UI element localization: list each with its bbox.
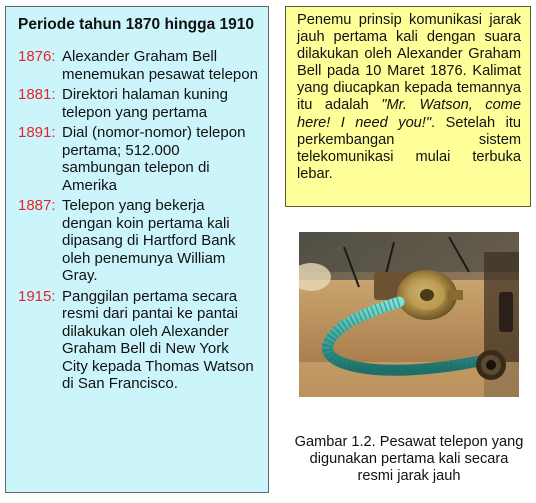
figure-caption: Gambar 1.2. Pesawat telepon yang digunakan pertama kali secara resmi jarak jauh (294, 434, 524, 484)
quote-text-quote: "Mr. Watson, come here! I need you!" (297, 97, 521, 131)
telephone-photo (299, 232, 519, 397)
quote-text-after: . Setelah itu perkembangan sistem telekomunikasi mulai terbuka lebar. (297, 114, 522, 182)
timeline-text: Panggilan pertama secara resmi dari pantai ke pantai dilakukan oleh Alexander Graham Bell di New York City kepada Thomas Watson di San Francisco. (62, 287, 254, 392)
timeline-text: Direktori halaman kuning telepon yang pertama (62, 86, 228, 121)
timeline-entry (18, 124, 258, 194)
quote-box (285, 6, 531, 207)
timeline-entry (18, 197, 258, 285)
timeline-year: 1881: (18, 86, 56, 103)
telephone-illustration (299, 232, 519, 397)
timeline-entry (18, 48, 258, 83)
timeline-title: Periode tahun 1870 hingga 1910 (18, 16, 255, 33)
timeline-entry (18, 86, 258, 121)
timeline-year: 1876: (18, 48, 56, 65)
timeline-year: 1891: (18, 124, 56, 141)
quote-text-before: Penemu prinsip komunikasi jarak jauh pertama kali dengan suara dilakukan oleh Alexander Graham Bell pada 10 Maret 1876. Kalimat yang diucapkan kepada temannya itu adalah (297, 12, 521, 114)
timeline-text: Telepon yang bekerja dengan koin pertama kali dipasang di Hartford Bank oleh penemunya William Gray. (62, 197, 236, 284)
timeline-text: Dial (nomor-nomor) telepon pertama; 512.000 sambungan telepon di Amerika (62, 124, 246, 194)
timeline-year: 1915: (18, 287, 56, 305)
timeline-box (5, 6, 269, 493)
timeline-entry (18, 288, 258, 393)
timeline-text: Alexander Graham Bell menemukan pesawat telepon (62, 48, 258, 83)
timeline-year: 1887: (18, 197, 56, 214)
